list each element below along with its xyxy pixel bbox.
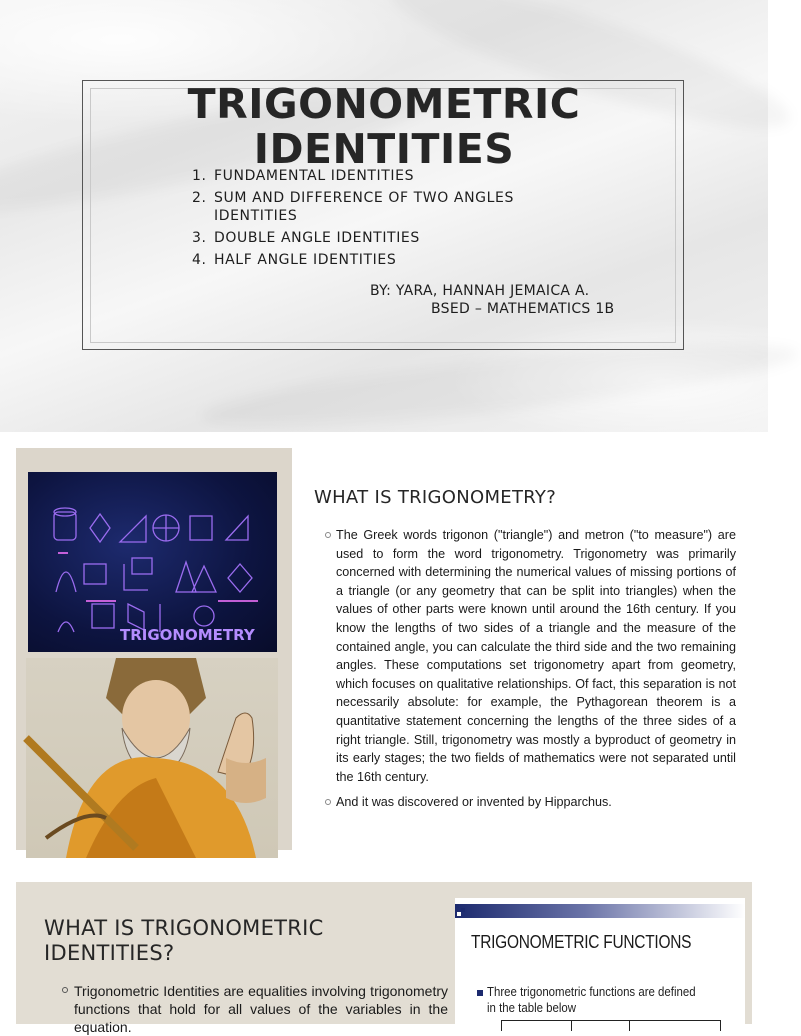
table-border [501,1021,502,1031]
topic-label: HALF ANGLE IDENTITIES [214,252,397,268]
description-paragraph: And it was discovered or invented by Hipparchus. [324,793,736,812]
trigonometry-slide [0,432,768,880]
trigonometry-caption: TRIGONOMETRY [120,626,255,644]
description-paragraph: Trigonometric Identities are equalities involving trigonometry functions that hold for all values of the variables in the equation. [64,982,448,1036]
topic-number: 2. [192,190,207,206]
card-header-bar [455,904,745,918]
table-border [720,1021,721,1031]
author-name: BY: YARA, HANNAH JEMAICA A. [370,283,590,299]
pixel-decoration-icon [455,904,471,918]
topic-label: SUM AND DIFFERENCE OF TWO ANGLES IDENTITIES [214,190,514,224]
geometry-icons-grid [28,472,277,652]
topic-label: FUNDAMENTAL IDENTITIES [214,168,415,184]
identities-slide [0,880,768,1035]
identities-description [64,982,448,1036]
trigonometry-illustration [28,472,277,652]
trigonometric-functions-card [455,898,745,1028]
trigonometry-description [324,526,736,819]
author-byline [370,282,614,318]
topic-item [192,251,572,269]
topic-number: 3. [192,230,207,246]
section-heading: WHAT IS TRIGONOMETRIC IDENTITIES? [44,916,324,965]
card-title: TRIGONOMETRIC FUNCTIONS [471,932,692,952]
topic-number: 4. [192,252,207,268]
title-line-2: IDENTITIES [253,125,515,173]
card-text: Three trigonometric functions are defined in the table below [487,984,696,1015]
square-bullet-icon [477,990,483,996]
hipparchus-engraving [26,658,278,858]
hipparchus-portrait [26,658,278,858]
table-border [571,1021,572,1031]
topic-label: DOUBLE ANGLE IDENTITIES [214,230,420,246]
title-slide [0,0,768,432]
topic-number: 1. [192,168,207,184]
table-border [629,1021,630,1031]
description-paragraph: The Greek words trigonon ("triangle") and metron ("to measure") are used to form the word trigonometry. Trigonometry was primarily concerned with determining the numerical values of missing portions of a triangle (or any geometry that can be split into triangles) when the values of other parts were known until around the 16th century. If you know the lengths of two sides of a triangle and the measure of the contained angle, you can calculate the third side and the two remaining angles. These computations set trigonometry apart from geometry, which focuses on qualitative relationships. Of fact, this separation is not necessarily absolute: for example, the Pythagorean theorem is a quantitative statement concerning the lengths of the three sides of a right triangle. Still, trigonometry was mostly a byproduct of geometry in its early stages; the two fields of mathematics were not separated until the 16th century. [324,526,736,786]
section-heading: WHAT IS TRIGONOMETRY? [314,487,557,508]
topic-item [192,167,572,185]
topic-item [192,229,572,247]
title-line-1: TRIGONOMETRIC [187,80,581,128]
slide-title [120,82,648,172]
author-course: BSED – MATHEMATICS 1B [431,301,615,317]
topics-list [192,167,572,273]
functions-table [501,1020,721,1031]
image-panel [16,448,292,850]
topic-item [192,189,572,225]
